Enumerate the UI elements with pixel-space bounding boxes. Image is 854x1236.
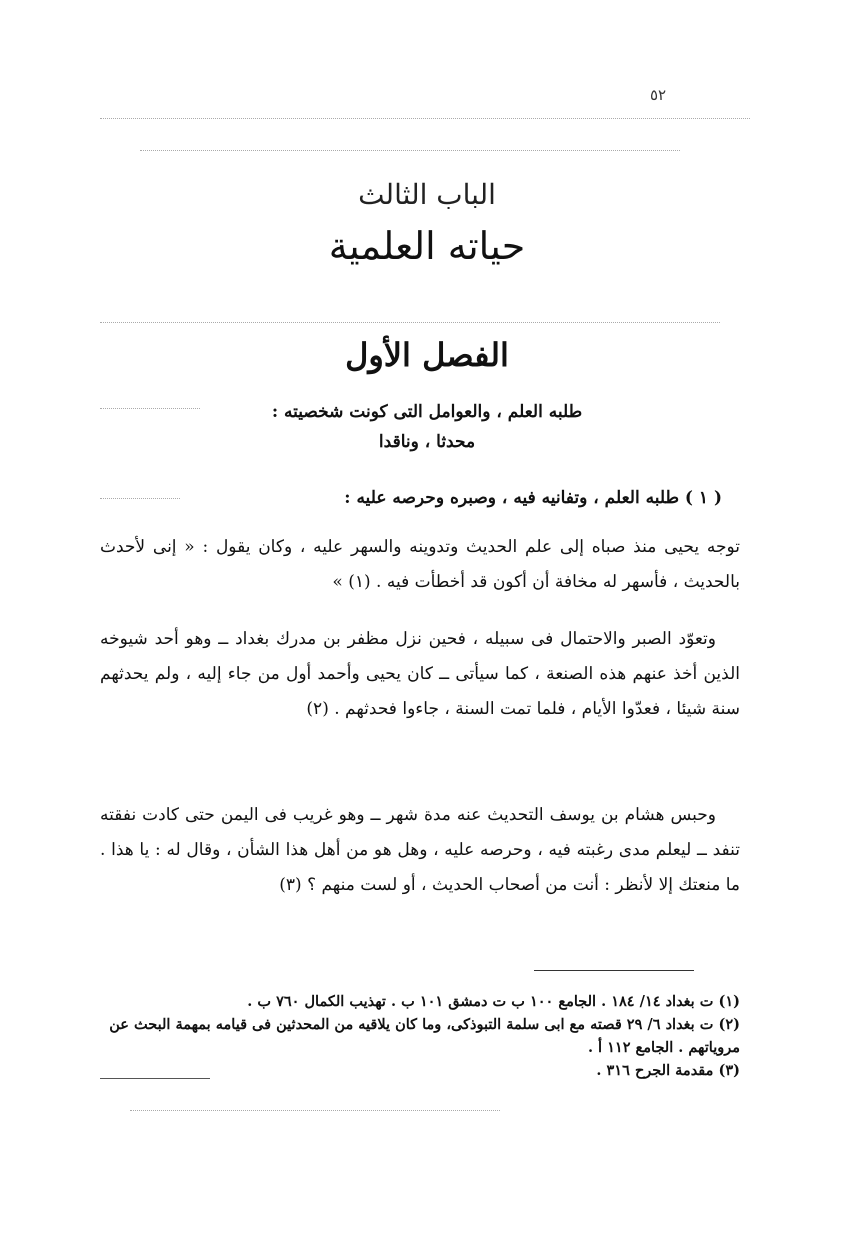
paragraph-text: وحبس هشام بن يوسف التحديث عنه مدة شهر ــ وهو غريب فى اليمن حتى كادت نفقته تنفد ــ ليعلم مدى رغبته فيه ، وحرصه عليه ، وهل هو من أهل هذا الشأن ، وقال له : يا هذا . ما منعتك إلا لأنظر : أنت من أصحاب الحديث ، أو لست منهم ؟ (٣) — [100, 805, 740, 895]
paragraph-text: توجه يحيى منذ صباه إلى علم الحديث وتدوينه والسهر عليه ، وكان يقول : « إنى لأحدث بالحديث ، فأسهر له مخافة أن أكون قد أخطأت فيه . (١) » — [100, 537, 740, 592]
paragraph-1 — [100, 530, 740, 600]
footnote-1: (١) ت بغداد ١٤/ ١٨٤ . الجامع ١٠٠ ب ت دمشق ١٠١ ب . تهذيب الكمال ٧٦٠ ب . — [247, 993, 740, 1010]
bleed-through-line — [130, 1110, 500, 1111]
footnotes — [100, 990, 740, 1082]
part-subtitle: حياته العلمية — [328, 224, 526, 268]
paragraph-text: وتعوّد الصبر والاحتمال فى سبيله ، فحين نزل مظفر بن مدرك بغداد ــ وهو أحد شيوخه الذين أخذ عنهم هذه الصنعة ، كما سيأتى ــ كان يحيى وأحمد أول من جاء إليه ، ولم يحدثهم سنة شيئا ، فعدّوا الأيام ، فلما تمت السنة ، جاءوا فحدثهم . (٢) — [100, 629, 740, 719]
section-heading: ( ١ ) طلبه العلم ، وتفانيه فيه ، وصبره وحرصه عليه : — [344, 488, 722, 508]
chapter-subtitle-line-1: طلبه العلم ، والعوامل التى كونت شخصيته : — [271, 402, 583, 422]
page-number: ٥٢ — [650, 86, 667, 104]
chapter-subtitle-line-2: محدثا ، وناقدا — [378, 432, 476, 452]
chapter-title: الفصل الأول — [345, 336, 509, 374]
bleed-through-line — [100, 118, 750, 119]
bleed-through-line — [140, 150, 680, 151]
footnote-2: (٢) ت بغداد ٦/ ٢٩ قصته مع ابى سلمة التبوذكى، وما كان يلاقيه من المحدثين فى قيامه بمهمة البحث عن مروياتهم . الجامع ١١٢ أ . — [109, 1016, 740, 1056]
paragraph-2 — [100, 622, 740, 727]
part-title: الباب الثالث — [358, 178, 496, 211]
bleed-through-line — [100, 498, 180, 499]
footnote-3: (٣) مقدمة الجرح ٣١٦ . — [596, 1062, 740, 1079]
bleed-through-line — [100, 322, 720, 323]
footnote-separator — [534, 970, 694, 971]
paragraph-3 — [100, 798, 740, 903]
